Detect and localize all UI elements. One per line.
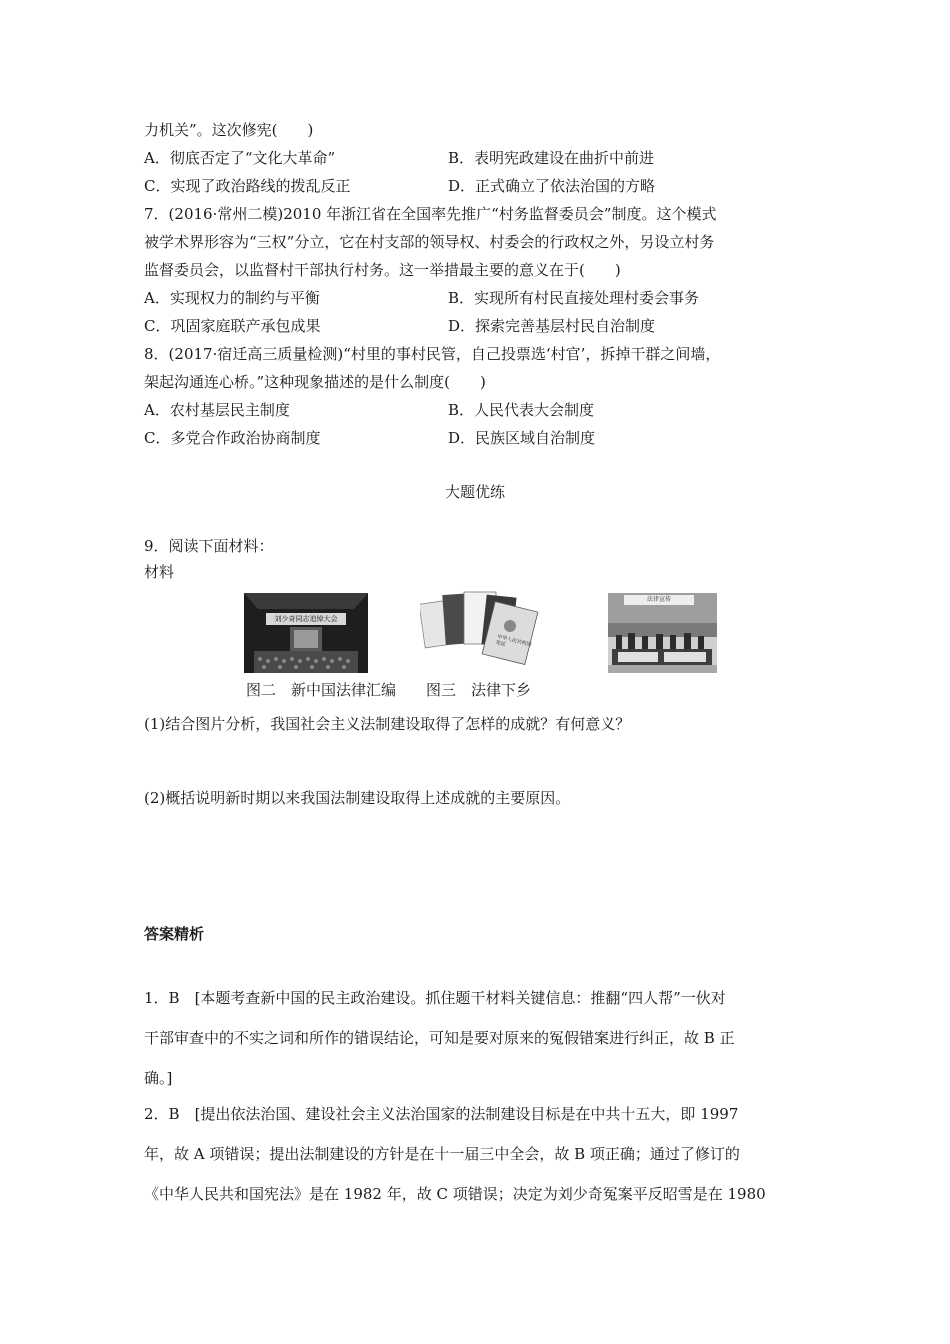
q6-option-d: D．正式确立了依法治国的方略 — [448, 177, 656, 195]
q6-tail: 力机关”。这次修宪( ) — [144, 121, 314, 139]
q9-material-label: 材料 — [144, 563, 175, 581]
q8-option-c: C．多党合作政治协商制度 — [144, 429, 321, 447]
q7-option-a: A．实现权力的制约与平衡 — [144, 289, 320, 307]
answer-2-line1: 2．B [提出依法治国、建设社会主义法治国家的法制建设目标是在中共十五大，即 1997 — [144, 1105, 739, 1123]
q6-option-c: C．实现了政治路线的拨乱反正 — [144, 177, 351, 195]
law-book-title: 中华人民共和国宪法 — [495, 633, 532, 649]
q9-subquestion-1: (1)结合图片分析，我国社会主义法制建设取得了怎样的成就？有何意义？ — [144, 715, 631, 733]
answer-1-line3: 确。] — [144, 1069, 173, 1087]
law-books-drawing — [420, 588, 550, 668]
section-title: 大题优练 — [444, 483, 505, 501]
q6-option-b: B．表明宪政建设在曲折中前进 — [448, 149, 655, 167]
law-countryside-photo — [608, 593, 717, 673]
law-compilation-photo — [420, 588, 550, 668]
q7-option-c: C．巩固家庭联产承包成果 — [144, 317, 321, 335]
answer-heading: 答案精析 — [144, 925, 205, 943]
memorial-meeting-photo — [244, 593, 368, 673]
q6-option-a: A．彻底否定了“文化大革命” — [144, 149, 336, 167]
figure-caption: 图二 新中国法律汇编 图三 法律下乡 — [246, 681, 532, 699]
memorial-meeting-drawing — [244, 593, 368, 673]
q9-subquestion-2: (2)概括说明新时期以来我国法制建设取得上述成就的主要原因。 — [144, 789, 571, 807]
law-countryside-drawing — [608, 593, 717, 673]
q8-option-b: B．人民代表大会制度 — [448, 401, 595, 419]
q8-option-d: D．民族区域自治制度 — [448, 429, 596, 447]
q7-line2: 被学术界形容为“三权”分立，它在村支部的领导权、村委会的行政权之外，另设立村务 — [144, 233, 715, 251]
answer-1-line1: 1．B [本题考查新中国的民主政治建设。抓住题干材料关键信息：推翻“四人帮”一伙对 — [144, 989, 726, 1007]
q7-line3: 监督委员会，以监督村干部执行村务。这一举措最主要的意义在于( ) — [144, 261, 621, 279]
answer-2-line2: 年，故 A 项错误；提出法制建设的方针是在十一届三中全会，故 B 项正确；通过了修订的 — [144, 1145, 740, 1163]
q9-stem: 9．阅读下面材料： — [144, 537, 274, 555]
q7-option-b: B．实现所有村民直接处理村委会事务 — [448, 289, 700, 307]
q8-option-a: A．农村基层民主制度 — [144, 401, 290, 419]
answer-2-line3: 《中华人民共和国宪法》是在 1982 年，故 C 项错误；决定为刘少奇冤案平反昭雪是在 1980 — [144, 1185, 766, 1203]
answer-1-line2: 干部审查中的不实之词和所作的错误结论，可知是要对原来的冤假错案进行纠正，故 B 正 — [144, 1029, 735, 1047]
law-countryside-banner: 法律宣传 — [646, 596, 671, 603]
q8-line1: 8．(2017·宿迁高三质量检测)“村里的事村民管，自己投票选‘村官’，拆掉干群之间墙， — [144, 345, 721, 363]
q7-option-d: D．探索完善基层村民自治制度 — [448, 317, 656, 335]
q7-line1: 7．(2016·常州二模)2010 年浙江省在全国率先推广“村务监督委员会”制度。这个模式 — [144, 205, 717, 223]
q8-line2: 架起沟通连心桥。”这种现象描述的是什么制度( ) — [144, 373, 486, 391]
memorial-banner-text: 刘少奇同志追悼大会 — [274, 615, 338, 623]
